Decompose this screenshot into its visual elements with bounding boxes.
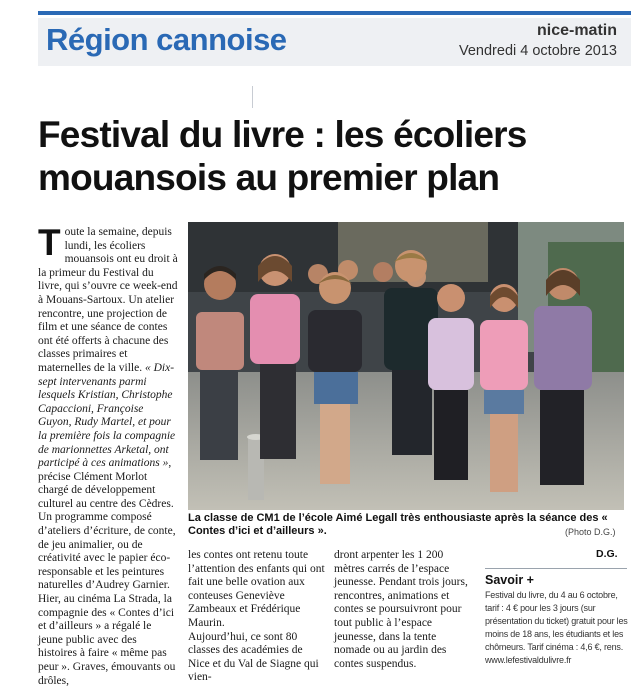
quote-text: « Dix-sept intervenants parmi lesquels Kristian, Christophe Capaccioni, Françoise Guyon, Rudy Martel, et pour la première fois la compagnie de marionnettes Arketal, ont participé à ces animations » [38, 361, 176, 470]
body-text: oute la semaine, depuis lundi, les écoliers mouansois ont eu droit à la primeur du Festival du livre, qui s’ouvre ce week-end à Mouans-Sartoux. Un atelier rencontre, une projection de film et une séance de contes ont été offerts à chacune des classes primaires et maternelles de la ville. [38, 226, 178, 374]
headline-line-1: Festival du livre : les écoliers [38, 114, 527, 155]
photo-credit: (Photo D.G.) [565, 527, 616, 537]
photo-caption: La classe de CM1 de l’école Aimé Legall très enthousiaste après la séance des « Contes d’ici et d’ailleurs ». [188, 512, 608, 537]
group-photo-schoolchildren [188, 222, 624, 510]
masthead [459, 22, 617, 59]
body-text: , précise Clément Morlot chargé de développement culturel au centre des Cèdres. Un programme composé d’ateliers d’écriture, de conte, de jeu animalier, ou de créativité avec le papier éco-responsable et les peintures naturelles d’Audrey Garnier. Hier, au cinéma La Strada, la compagnie des « Contes d’ici et d’ailleurs » a régalé le jeune public avec des histoires à faire « même pas peur ». Graves, émouvants ou drôles, [38, 457, 176, 687]
article-column-3 [334, 549, 472, 671]
article-photo [188, 222, 624, 510]
top-accent-bar [38, 11, 631, 15]
issue-date: Vendredi 4 octobre 2013 [458, 43, 617, 59]
section-title: Région cannoise [46, 22, 287, 57]
body-text: les contes ont retenu toute l’attention des enfants qui ont fait une belle ovation aux conteuses Geneviève Zambeaux et Frédérique Maurin. [188, 549, 325, 629]
newspaper-name: nice-matin [536, 22, 617, 39]
article-column-1 [38, 222, 178, 688]
article-headline [38, 113, 628, 199]
body-text: dront arpenter les 1 200 mètres carrés de l’espace jeunesse. Pendant trois jours, rencontres, animations et contes se poursuivront pour tout public à l’espace jeunesse, dans la tente nomade ou au jardin des contes suspendus. [334, 549, 468, 670]
drop-cap: T [38, 222, 61, 263]
headline-line-2: mouansois au premier plan [38, 157, 500, 198]
body-text: Aujourd’hui, ce sont 80 classes des académies de Nice et du Val de Siagne qui vien- [188, 630, 319, 684]
info-box-title: Savoir + [485, 573, 534, 587]
article-column-2 [188, 549, 326, 685]
sidebar-divider [485, 568, 627, 569]
info-box-text: Festival du livre, du 4 au 6 octobre, tarif : 4 € pour les 3 jours (sur présentation du ticket) gratuit pour les moins de 18 ans, les étudiants et les chômeurs. Tarif cinéma : 4,6 €, rens. www.lefestivaldulivre.fr [485, 590, 628, 665]
author-signature: D.G. [596, 548, 618, 560]
divider [252, 86, 253, 108]
